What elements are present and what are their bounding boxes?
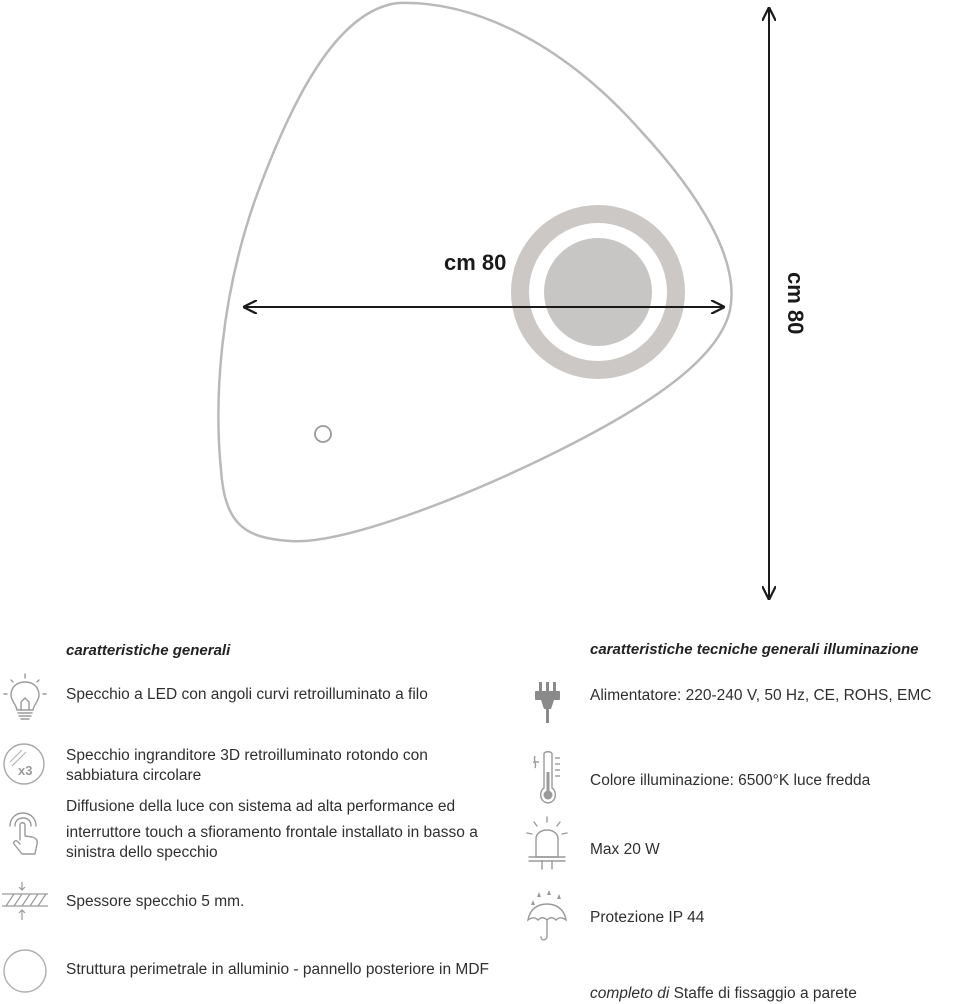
general-feature-2: Specchio ingranditore 3D retroilluminato rotondo con sabbiatura circolare bbox=[66, 747, 428, 784]
umbrella-rain-icon bbox=[525, 888, 569, 944]
led-diode-icon bbox=[524, 815, 570, 871]
thickness-icon bbox=[0, 880, 50, 922]
mounting-note bbox=[590, 984, 857, 1004]
technical-feature-3: Max 20 W bbox=[590, 841, 660, 858]
general-feature-5: Struttura perimetrale in alluminio - pannello posteriore in MDF bbox=[66, 961, 489, 978]
magnifier-x3-icon bbox=[2, 742, 46, 786]
technical-features-title: caratteristiche tecniche generali illuminazione bbox=[590, 641, 919, 658]
mounting-note-text: Staffe di fissaggio a parete bbox=[669, 985, 857, 1002]
general-feature-3: Diffusione della luce con sistema ad alta performance ed interruttore touch a sfioramento frontale installato in basso a sinistra dello specchio bbox=[66, 798, 478, 861]
circle-outline-icon bbox=[2, 948, 48, 994]
width-dimension-label: cm 80 bbox=[444, 250, 507, 275]
mounting-note-prefix: completo di bbox=[590, 985, 670, 1002]
technical-feature-1: Alimentatore: 220-240 V, 50 Hz, CE, ROHS, EMC bbox=[590, 687, 932, 704]
power-plug-icon bbox=[530, 680, 564, 724]
magnifier-disc bbox=[544, 238, 652, 346]
height-dimension-label: cm 80 bbox=[783, 272, 808, 335]
touch-finger-icon bbox=[4, 810, 44, 860]
svg-text:x3: x3 bbox=[18, 763, 33, 778]
general-feature-1: Specchio a LED con angoli curvi retroilluminato a filo bbox=[66, 686, 428, 703]
general-features-title: caratteristiche generali bbox=[66, 642, 231, 659]
thermometer-icon bbox=[527, 748, 567, 808]
led-bulb-icon bbox=[2, 672, 48, 724]
general-feature-4: Spessore specchio 5 mm. bbox=[66, 893, 245, 910]
technical-feature-2: Colore illuminazione: 6500°K luce fredda bbox=[590, 772, 871, 789]
touch-switch bbox=[315, 426, 331, 442]
technical-feature-4: Protezione IP 44 bbox=[590, 909, 705, 926]
